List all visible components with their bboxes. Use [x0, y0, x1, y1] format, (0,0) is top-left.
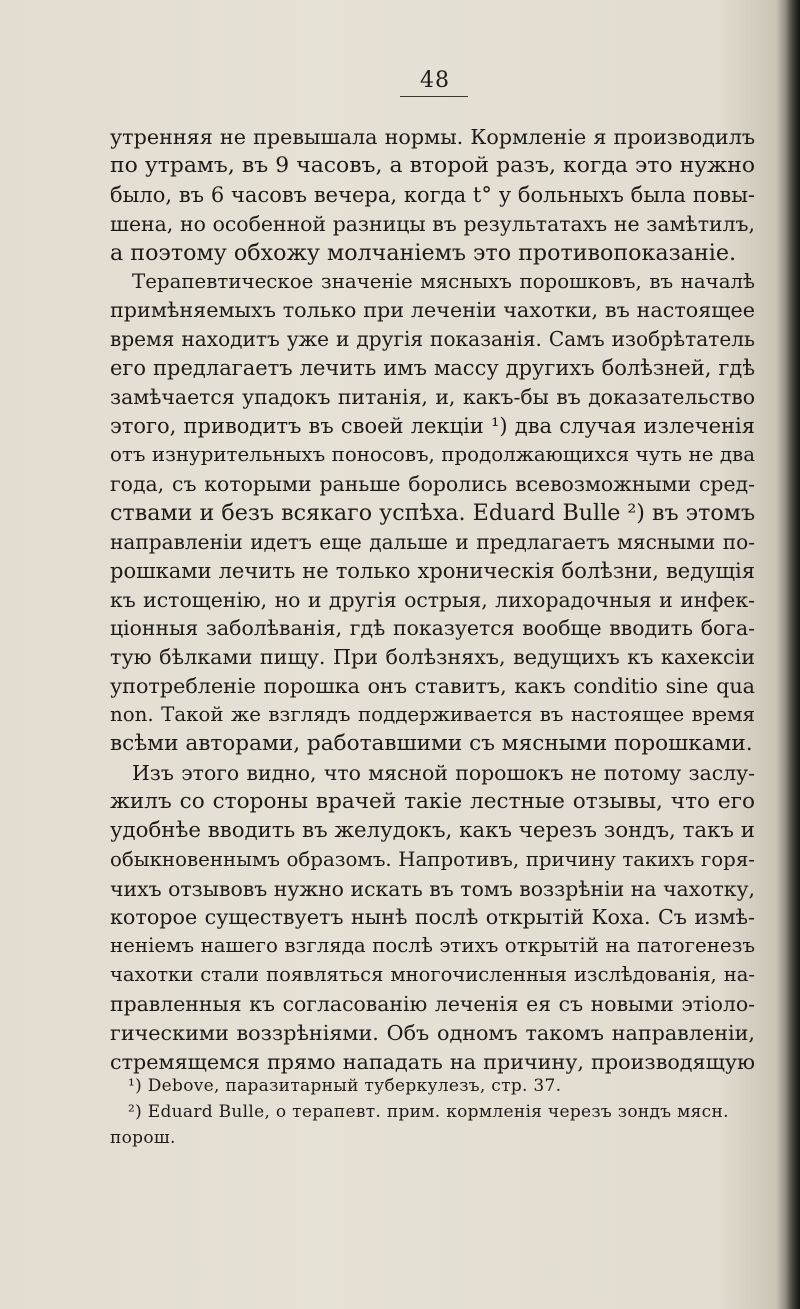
text-line: обыкновеннымъ образомъ. Напротивъ, причину такихъ горя-	[110, 847, 755, 871]
text-line: направленіи идетъ еще дальше и предлагаетъ мясными по-	[110, 529, 755, 554]
footnotes	[110, 1073, 755, 1151]
text-line: этого, приводитъ въ своей лекціи ¹) два случая излеченія	[110, 414, 755, 439]
page-number: 48	[420, 68, 450, 93]
text-line: чихъ отзывовъ нужно искать въ томъ воззрѣніи на чахотку,	[110, 876, 755, 901]
text-line: утренняя не превышала нормы. Кормленіе я производилъ	[110, 125, 755, 149]
body-text	[110, 123, 755, 1077]
text-line: шена, но особенной разницы въ результатахъ не замѣтилъ,	[110, 211, 755, 236]
text-line: года, съ которыми раньше боролись всевозможными сред-	[110, 471, 755, 496]
text-line: неніемъ нашего взгляда послѣ этихъ открытій на патогенезъ	[110, 934, 755, 958]
text-line: время находитъ уже и другія показанія. Самъ изобрѣтатель	[110, 327, 755, 352]
text-line: употребленіе порошка онъ ставитъ, какъ conditio sine qua	[110, 674, 755, 699]
text-line: его предлагаетъ лечить имъ массу другихъ болѣзней, гдѣ	[110, 356, 755, 381]
text-line: примѣняемыхъ только при леченіи чахотки, въ настоящее	[110, 298, 755, 323]
text-line: Изъ этого видно, что мясной порошокъ не потому заслу-	[132, 760, 755, 785]
page-edge-shadow	[786, 0, 800, 1309]
text-line: удобнѣе вводить въ желудокъ, какъ черезъ зондъ, такъ и	[110, 817, 755, 843]
text-line: по утрамъ, въ 9 часовъ, а второй разъ, когда это нужно	[110, 152, 755, 178]
page-number-rule	[400, 96, 468, 97]
text-line: ствами и безъ всякаго успѣха. Eduard Bulle ²) въ этомъ	[110, 499, 756, 526]
text-line: замѣчается упадокъ питанія, и, какъ-бы въ доказательство	[110, 385, 755, 410]
text-line: ціонныя заболѣванія, гдѣ показуется вообще вводить бога-	[110, 616, 755, 641]
text-line: которое существуетъ нынѣ послѣ открытій Коха. Съ измѣ-	[110, 905, 755, 930]
footnote: ¹) Debove, паразитарный туберкулезъ, стр. 37.	[128, 1076, 562, 1096]
footnote: ²) Eduard Bulle, о терапевт. прим. кормленія черезъ зондъ мясн.	[128, 1102, 729, 1122]
text-line: къ истощенію, но и другія острыя, лихорадочныя и инфек-	[110, 587, 755, 612]
text-line: правленныя къ согласованію леченія ея съ новыми этіоло-	[110, 992, 755, 1017]
footnote-continuation: порош.	[110, 1128, 176, 1148]
text-line: было, въ 6 часовъ вечера, когда t° у больныхъ была повы-	[110, 182, 755, 207]
text-line: а поэтому обхожу молчаніемъ это противопоказаніе.	[110, 239, 737, 266]
text-line: гическими воззрѣніями. Объ одномъ такомъ направленіи,	[110, 1021, 755, 1046]
text-line: стремящемся прямо нападать на причину, производящую	[110, 1050, 755, 1074]
text-line: жилъ со стороны врачей такіе лестные отзывы, что его	[110, 788, 755, 814]
text-line: отъ изнурительныхъ поносовъ, продолжающихся чуть не два	[110, 442, 755, 466]
text-line: всѣми авторами, работавшими съ мясными порошками.	[110, 731, 753, 757]
text-line: non. Такой же взглядъ поддерживается въ настоящее время	[110, 703, 755, 727]
text-line: Терапевтическое значеніе мясныхъ порошковъ, въ началѣ	[132, 269, 755, 293]
text-line: рошками лечить не только хроническія болѣзни, ведущія	[110, 558, 755, 583]
text-line: чахотки стали появляться многочисленныя изслѣдованія, на-	[110, 963, 755, 987]
text-line: тую бѣлками пищу. При болѣзняхъ, ведущихъ къ кахексіи	[110, 645, 755, 670]
